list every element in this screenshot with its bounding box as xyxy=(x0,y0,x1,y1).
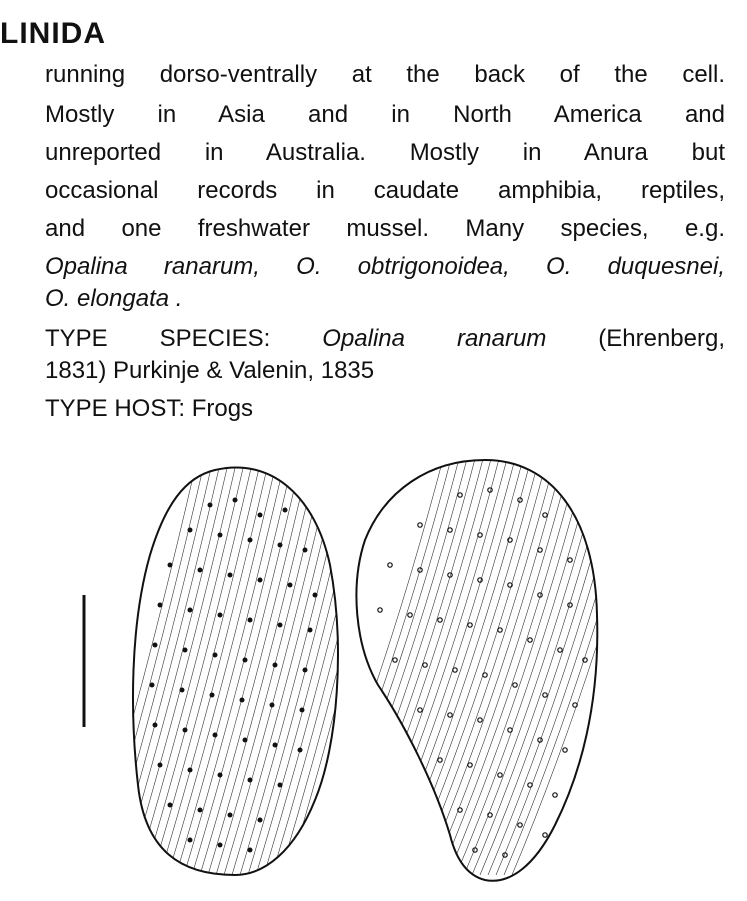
type-species-line xyxy=(45,324,725,354)
left-cell xyxy=(88,455,406,875)
type-species-label: TYPE SPECIES: xyxy=(45,325,323,352)
paragraph-line: occasional records in caudate amphibia, reptiles, xyxy=(45,177,725,204)
species-list-line: Opalina ranarum, O. obtrigonoidea, O. duquesnei, xyxy=(45,253,725,280)
opalina-illustration xyxy=(60,455,720,895)
left-cell-nuclei xyxy=(150,498,318,853)
paragraph-line: Mostly in Asia and in North America and xyxy=(45,101,725,128)
right-cell-outline xyxy=(356,460,597,881)
right-cell xyxy=(304,455,652,875)
section-heading: LINIDA xyxy=(0,17,106,50)
paragraph-line: unreported in Australia. Mostly in Anura but xyxy=(45,139,725,166)
paragraph-line: and one freshwater mussel. Many species, e.g. xyxy=(45,215,725,242)
type-host-line: TYPE HOST: Frogs xyxy=(45,395,254,422)
paragraph-line: running dorso-ventrally at the back of the cell. xyxy=(45,61,725,88)
species-list-line: O. elongata . xyxy=(45,285,183,312)
type-species-name: Opalina ranarum xyxy=(322,325,547,352)
type-species-authority: (Ehrenberg, xyxy=(546,325,725,352)
left-cell-outline xyxy=(133,467,338,875)
type-species-authority-line: 1831) Purkinje & Valenin, 1835 xyxy=(45,357,375,384)
